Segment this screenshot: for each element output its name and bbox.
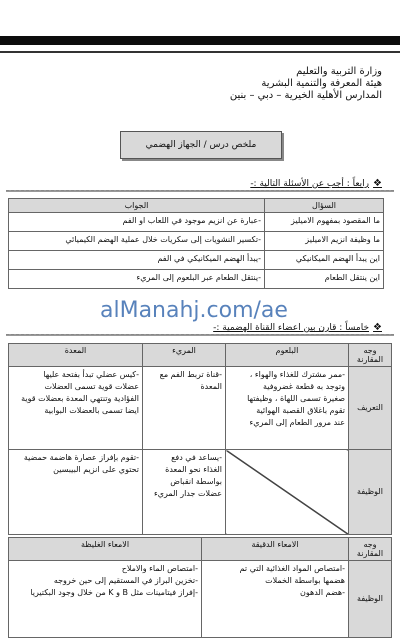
cell-line: عند مرور الطعام إلى المريء	[249, 418, 345, 427]
question-cell: ما المقصود بمفهوم الاميليز	[265, 213, 384, 232]
small-intestine-header: الامعاء الدقيقة	[202, 538, 349, 561]
pharynx-function-cell-empty	[226, 450, 349, 535]
lesson-title: ملخص درس / الجهاز الهضمي	[145, 140, 257, 150]
section-four-heading	[250, 178, 382, 189]
intestines-compare-table	[8, 537, 392, 638]
function-row	[9, 561, 392, 638]
top-thin-rule	[0, 51, 400, 53]
stomach-header: المعدة	[9, 344, 143, 367]
section-five-rule	[6, 334, 394, 336]
cell-line: ايضا تسمى بالعضلات البوابية	[44, 406, 139, 415]
cell-line: تحتوي على انزيم البيبسين	[53, 465, 139, 474]
cell-line: -ممر مشترك للغذاء والهواء ،	[249, 370, 345, 379]
function-label: الوظيفة	[349, 450, 392, 535]
school-header	[142, 66, 382, 102]
small-intestine-function-cell	[202, 561, 349, 638]
cell-line: -امتصاص الماء والاملاح	[121, 564, 198, 573]
section-five-text: خامساً : قارن بين اعضاء القناة الهضمية :-	[213, 323, 370, 333]
schools-name: المدارس الأهلية الخيرية – دبي – بنين	[229, 90, 382, 101]
definition-label: التعريف	[349, 367, 392, 450]
stomach-function-cell	[9, 450, 143, 535]
cell-line: تقوم باغلاق القصبة الهوائية	[256, 406, 345, 415]
section-four-rule	[6, 190, 394, 192]
top-blank-band	[0, 0, 400, 36]
cell-line: وتوجد به قطعة غضروفية	[263, 382, 345, 391]
compare-header-row	[9, 344, 392, 367]
diamond-bullet-icon: ❖	[373, 178, 382, 189]
authority-name: هيئة المعرفة والتنمية البشرية	[261, 78, 382, 89]
table-row	[9, 270, 384, 289]
answer-cell: -ينتقل الطعام عبر البلعوم إلى المريء	[9, 270, 265, 289]
answer-cell: -عبارة عن انزيم موجود في اللعاب او الفم	[9, 213, 265, 232]
esophagus-header: المريء	[143, 344, 226, 367]
diamond-bullet-icon: ❖	[373, 322, 382, 333]
esophagus-definition-cell	[143, 367, 226, 450]
watermark-text: alManahj.com/ae	[100, 298, 288, 323]
cell-line: -يساعد في دفع	[171, 453, 222, 462]
function-row	[9, 450, 392, 535]
lesson-title-box	[120, 131, 282, 159]
cell-line: عضلات جدار المريء	[153, 489, 222, 498]
aspect-header: وجه المقارنة	[349, 538, 392, 561]
cell-line: -كيس عضلي تبدأ بفتحة عليها	[43, 370, 139, 379]
question-header: السؤال	[265, 199, 384, 213]
cell-line: -تقوم بإفراز عصارة هاضمة حمضية	[23, 453, 139, 462]
digestive-organs-compare-table	[8, 343, 392, 535]
ministry-name: وزارة التربية والتعليم	[296, 66, 382, 77]
stomach-definition-cell	[9, 367, 143, 450]
cell-line: الفؤادية وتنتهي المعدة بعضلات قوية	[21, 394, 139, 403]
table-row	[9, 232, 384, 251]
cell-line: بواسطة انقباض	[170, 477, 222, 486]
section-four-text: رابعاً : أجب عن الأسئلة التالية :-	[250, 179, 370, 189]
pharynx-definition-cell	[226, 367, 349, 450]
cell-line: عضلات قوية تسمى العضلات	[44, 382, 139, 391]
question-cell: اين ينتقل الطعام	[265, 270, 384, 289]
cell-line: صغيرة تسمى اللهاة ، وظيفتها	[247, 394, 345, 403]
compare-header-row	[9, 538, 392, 561]
qa-header-row	[9, 199, 384, 213]
answer-cell: -يبدأ الهضم الميكانيكي في الفم	[9, 251, 265, 270]
cell-line: -هضم الدهون	[300, 588, 345, 597]
table-row	[9, 251, 384, 270]
aspect-header: وجه المقارنة	[349, 344, 392, 367]
question-cell: اين يبدأ الهضم الميكانيكي	[265, 251, 384, 270]
definition-row	[9, 367, 392, 450]
table-row	[9, 213, 384, 232]
answer-cell: -تكسير النشويات إلى سكريات خلال عملية الهضم الكيميائي	[9, 232, 265, 251]
cell-line: -إفراز فيتامينات مثل B و K من خلال وجود البكتيريا	[30, 588, 198, 597]
qa-table	[8, 198, 384, 289]
question-cell: ما وظيفة انزيم الاميليز	[265, 232, 384, 251]
cell-line: -قناة تربط الفم مع	[159, 370, 222, 379]
cell-line: -امتصاص المواد الغذائية التي تم	[239, 564, 345, 573]
top-black-rule	[0, 36, 400, 45]
pharynx-header: البلعوم	[226, 344, 349, 367]
large-intestine-header: الامعاء الغليظة	[9, 538, 202, 561]
function-label: الوظيفة	[349, 561, 392, 638]
answer-header: الجواب	[9, 199, 265, 213]
cell-line: هضمها بواسطة الخملات	[265, 576, 345, 585]
cell-line: الغذاء نحو المعدة	[165, 465, 222, 474]
section-five-heading	[213, 322, 382, 333]
esophagus-function-cell	[143, 450, 226, 535]
cell-line: المعدة	[200, 382, 222, 391]
cell-line: -تخزين البراز في المستقيم إلى حين خروجه	[53, 576, 198, 585]
large-intestine-function-cell	[9, 561, 202, 638]
